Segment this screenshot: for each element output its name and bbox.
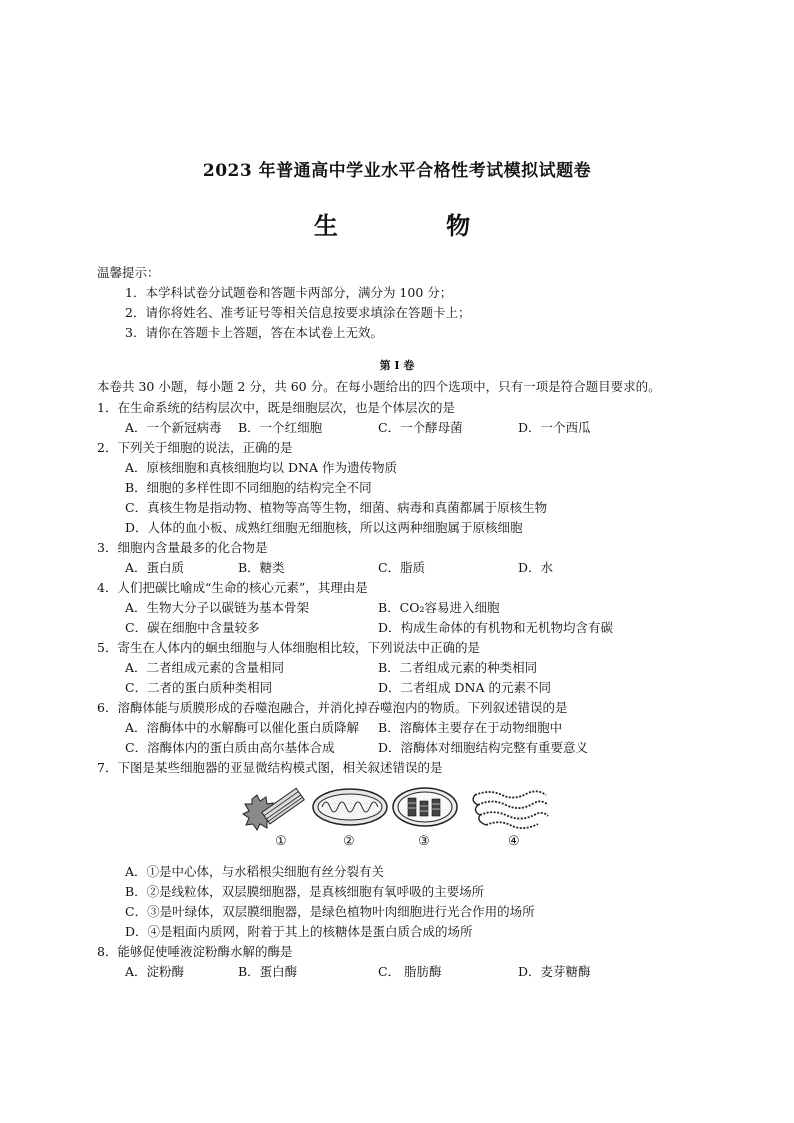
figure-label: ② [343,834,355,849]
option-b: B．CO₂容易进入细胞 [378,600,500,615]
option-d: D．水 [518,560,554,575]
option-c: C．脂质 [378,560,426,575]
volume-heading: 第 Ⅰ 卷 [379,359,415,372]
option-b: B．一个红细胞 [238,420,323,435]
question-stem: 7．下图是某些细胞器的亚显微结构模式图，相关叙述错误的是 [97,760,443,775]
option-d: D．二者组成 DNA 的元素不同 [378,680,551,695]
option-a: A．蛋白质 [125,560,185,575]
tips-label: 温馨提示： [97,265,160,280]
option-b: B．糖类 [238,560,285,575]
exam-title: 2023 年普通高中学业水平合格性考试模拟试题卷 [202,161,592,181]
figure-label: ① [275,834,287,849]
option-a: A．一个新冠病毒 [125,420,222,435]
question-stem: 2．下列关于细胞的说法，正确的是 [97,440,293,455]
option-c: C．碳在细胞中含量较多 [125,620,260,635]
tip-item: 3．请你在答题卡上答题，答在本试卷上无效。 [125,325,383,340]
option-c: C．溶酶体内的蛋白质由高尔基体合成 [125,740,335,755]
option-b: B．蛋白酶 [238,964,298,979]
question-stem: 4．人们把碳比喻成“生命的核心元素”，其理由是 [97,580,368,595]
mitochondrion-drawing [313,789,387,825]
option-d: D．一个西瓜 [518,420,591,435]
option-a: A．生物大分子以碳链为基本骨架 [125,600,310,615]
option-c: C．③是叶绿体，双层膜细胞器，是绿色植物叶肉细胞进行光合作用的场所 [125,904,535,919]
option-b: B．②是线粒体，双层膜细胞器，是真核细胞有氧呼吸的主要场所 [125,884,485,899]
option-d: D．溶酶体对细胞结构完整有重要意义 [378,740,589,755]
figure-label: ④ [508,834,520,849]
option-c: C．二者的蛋白质种类相同 [125,680,273,695]
chloroplast-drawing [393,788,457,826]
question-stem: 8．能够促使唾液淀粉酶水解的酶是 [97,944,293,959]
option-a: A．①是中心体，与水稻根尖细胞有丝分裂有关 [125,864,385,879]
tip-item: 2．请你将姓名、准考证号等相关信息按要求填涂在答题卡上； [125,305,471,320]
section-intro: 本卷共 30 小题，每小题 2 分，共 60 分。在每小题给出的四个选项中，只有一项是符合题目要求的。 [97,379,661,394]
question-stem: 5．寄生在人体内的蛔虫细胞与人体细胞相比较，下列说法中正确的是 [97,640,480,655]
question-stem: 6．溶酶体能与质膜形成的吞噬泡融合，并消化掉吞噬泡内的物质。下列叙述错误的是 [97,700,568,715]
option-c: C．一个酵母菌 [378,420,463,435]
option-a: A．原核细胞和真核细胞均以 DNA 作为遗传物质 [125,460,397,475]
tip-item: 1．本学科试卷分试题卷和答题卡两部分，满分为 100 分； [125,285,453,300]
question-stem: 1．在生命系统的结构层次中，既是细胞层次，也是个体层次的是 [97,400,455,415]
subject-title: 生 物 [313,211,521,240]
option-c: C． 脂肪酶 [378,964,442,979]
option-b: B．细胞的多样性即不同细胞的结构完全不同 [125,480,372,495]
option-c: C．真核生物是指动物、植物等高等生物，细菌、病毒和真菌都属于原核生物 [125,500,548,515]
option-b: B．二者组成元素的种类相同 [378,660,538,675]
option-d: D．构成生命体的有机物和无机物均含有碳 [378,620,614,635]
option-a: A．二者组成元素的含量相同 [125,660,285,675]
option-a: A．淀粉酶 [125,964,185,979]
figure-label: ③ [418,834,430,849]
option-d: D．麦芽糖酶 [518,964,591,979]
rough-er-drawing [473,791,548,828]
centriole-drawing [243,788,304,830]
question-stem: 3．细胞内含量最多的化合物是 [97,540,268,555]
option-b: B．溶酶体主要存在于动物细胞中 [378,720,563,735]
option-d: D．人体的血小板、成熟红细胞无细胞核，所以这两种细胞属于原核细胞 [125,520,523,535]
option-d: D．④是粗面内质网，附着于其上的核糖体是蛋白质合成的场所 [125,924,473,939]
option-a: A．溶酶体中的水解酶可以催化蛋白质降解 [125,720,360,735]
